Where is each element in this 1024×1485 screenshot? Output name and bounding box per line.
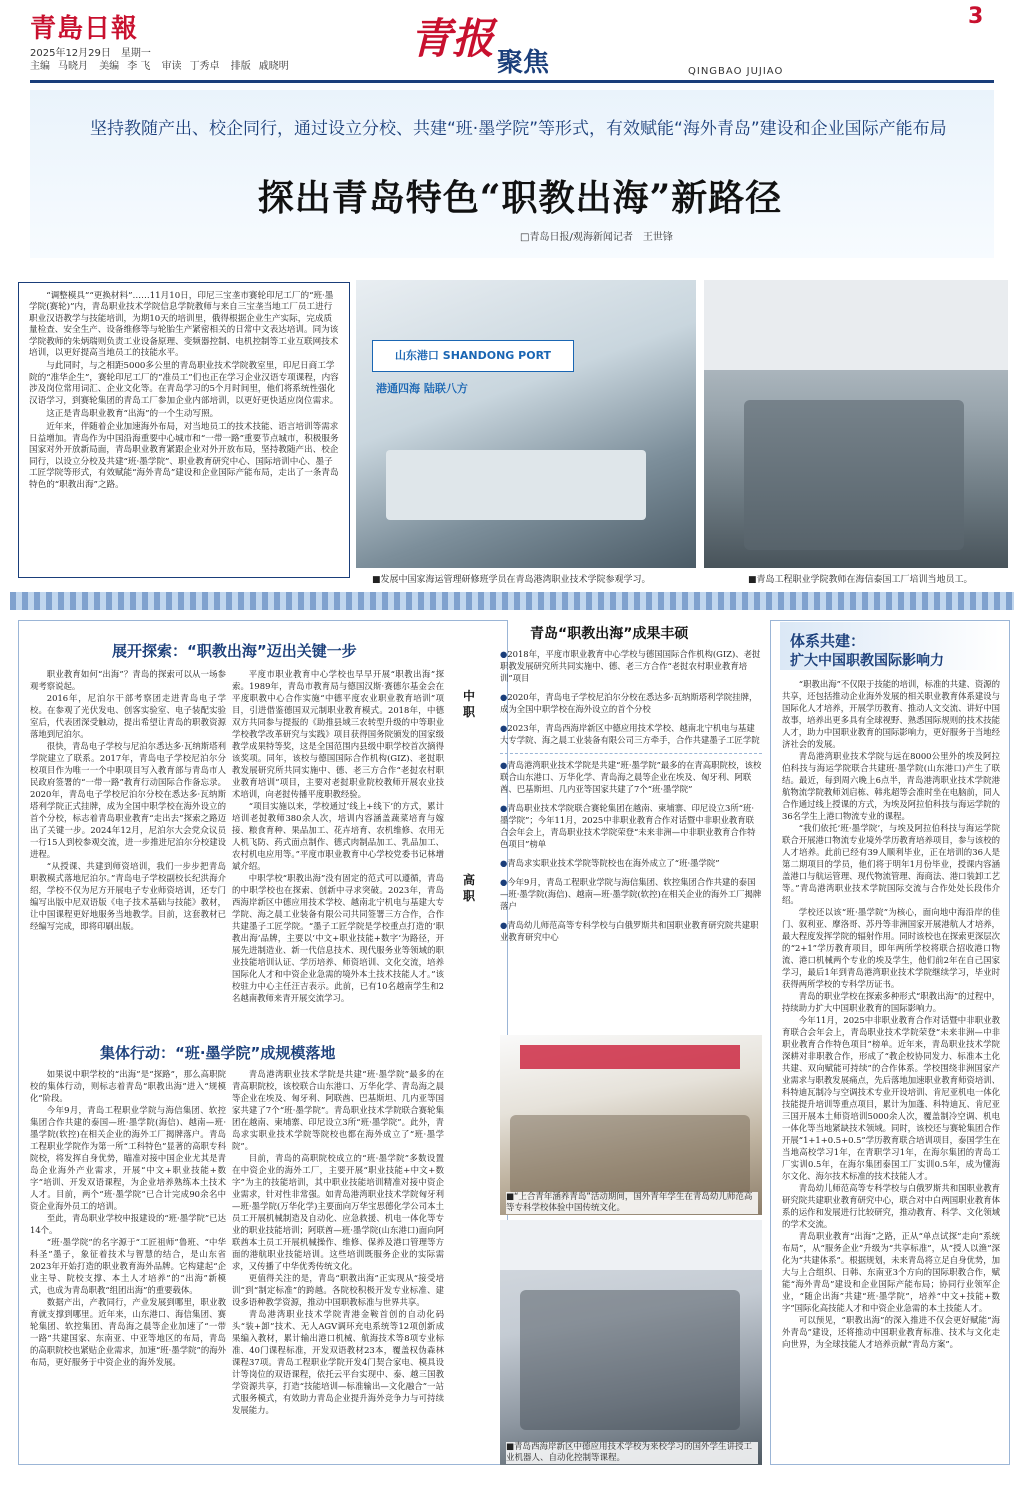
- body-paragraph: 青岛港湾职业技术学院青港金鞍首创的自动化码头“装+卸”技术、无人AGV调环充电系统等12项创新成果编入教材，累计输出港口机械、航海技术等8项专业标准、40门课程标准，开发双语教材23本，覆盖权伪森林课程37项。青岛工程职业学院开发4门契合家电、模具设计等岗位的双语课程，依托云平台实现中、泰、越三国教学资源共享，打造“技能培训—标准输出—文化融合”一站式服务模式，有效助力青岛企业提升海外竞争力与可持续发展能力。: [232, 1309, 444, 1415]
- level-secondary: 中职: [463, 689, 476, 719]
- body-paragraph: 职业教育如何“出海”？青岛的探索可以从一场参观考察说起。: [30, 669, 226, 691]
- system-body: [782, 678, 1000, 1350]
- header-rule: [30, 80, 994, 83]
- students-group: [520, 1290, 740, 1430]
- layout-name: 戚晓明: [258, 61, 289, 72]
- body-paragraph: 数据产出，产教同行，产业发展到哪里，职业教育就支撑到哪里。近年来，山东港口、海信集团、赛轮集团、软控集团、青岛海之晨等企业加速了“一带一路”共建国家、东南亚、中亚等地区的布局，青岛的高职院校也紧贴企业需求，加速“班·墨学院”的海外布局，更好服务于中资企业的海外发展。: [30, 1297, 226, 1367]
- section-pinyin: QINGBAO JUJIAO: [688, 66, 784, 77]
- body-paragraph: 青岛职业教育“出海”之路，正从“单点试探”走向“系统布局”，从“服务企业”升级为“共享标准”，从“授人以渔”深化为“共建体系”。根据规划，未来青岛将立足自身优势，加大与上合组织、日韩、东南亚3个方向的国际职教合作，赋能“海外青岛”建设和企业国际产能布局；协同行业领军企业，“随企出海”共建“班·墨学院”，培养“中文+技能+数字”国际化高技能人才和中资企业急需的本土技能人才。: [782, 1231, 1000, 1313]
- body-paragraph: 青岛港湾职业技术学院与远在8000公里外的埃及阿拉伯科技与海运学院联合共建班·墨学院(山东港口)产生了联结。最近，每到周六晚上6点半，青岛港湾职业技术学院港航物流学院教师刘启栋、韩兆超等会准时坐在电脑前，同人合作通过线上授课的方式，为埃及阿拉伯科技与海运学院的36名学生上港口物流专业的课程。: [782, 751, 1000, 821]
- body-paragraph: 青岛港湾职业技术学院是共建“班·墨学院”最多的在青高职院校，该校联合山东港口、万华化学、青岛海之晨等企业在埃及、匈牙利、阿联酋、巴基斯坦、几内亚等国家共建了7个“班·墨学院”。青岛职业技术学院联合赛轮集团在越南、柬埔寨、印尼设立3所“班·墨学院”。此外，青岛求实职业技术学院等院校也都在海外成立了“班·墨学院”。: [232, 1069, 444, 1151]
- body-paragraph: 如果说中职学校的“出海”是“探路”，那么高职院校的集体行动，则标志着青岛“职教出海”进入“规模化”阶段。: [30, 1069, 226, 1103]
- lead-paragraph: 这正是青岛职业教育“出海”的一个生动写照。: [46, 409, 219, 420]
- photo-sign-slogan: 港通四海 陆联八方: [376, 382, 468, 395]
- system-title-2: 扩大中国职教国际影响力: [790, 653, 944, 669]
- staff-line: [30, 60, 297, 73]
- level-higher: 高职: [463, 873, 476, 903]
- body-paragraph: “从授课、共建到师资培训，我们一步步把青岛职教模式落地尼泊尔。”青岛电子学校副校长纪洪海介绍，学校不仅为尼方开展电子专业师资培训，还专门编写出版中尼双语版《电子技术基础与技能》教材，让中国课程更好地服务当地教学。目前，这套教材已经编写完成，即将印刷出版。: [30, 861, 226, 931]
- body-paragraph: 学校还以该“班·墨学院”为核心，面向地中海沿岸的佳门、叙利亚、摩洛哥、苏丹等非洲国家开展港航人才培养，最大程度发挥学院的辐射作用。同时该校也在探索更深层次的“2+1”学历教育项目，即年两所学校将联合招收港口物流、港口机械两个专业的埃及学生，他们前2年在自己国家学习，最后1年到青岛港湾职业技术学院继续学习，毕业时获得两所学校的专科学历证书。: [782, 907, 1000, 989]
- article-byline: □青岛日报/观海新闻记者 王世锋: [520, 232, 673, 243]
- editor-name: 马晓月: [58, 61, 88, 72]
- newspaper-logo: 青島日報: [30, 14, 139, 44]
- reviewer-label: 审读: [161, 61, 182, 72]
- body-paragraph: 2016年，尼泊尔干部考察团走进青岛电子学校。在参观了光伏发电、创客实验室、电子装配实验室后，代表团深受触动，提出希望让青岛的职教资源落地到尼泊尔。: [30, 693, 226, 739]
- achievement-item: ●青岛职业技术学院联合赛轮集团在越南、柬埔寨、印尼设立3所“班·墨学院”；今年11月，2025中非职业教育合作对话暨中非职业教育联合会年会上，青岛职业技术学院荣登“未来非洲—中非职业教育合作特色项目”榜单: [500, 803, 756, 849]
- achievement-item: ●今年9月，青岛工程职业学院与海信集团、软控集团合作共建的泰国—班·墨学院(海信)、越南—班·墨学院(软控)在相关企业的海外工厂揭牌落户: [500, 877, 762, 911]
- issue-meta: [30, 47, 297, 73]
- photo-robot-lab: [500, 1220, 762, 1465]
- artist-name: 李 飞: [127, 61, 151, 72]
- body-paragraph: “我们依托‘班·墨学院’，与埃及阿拉伯科技与海运学院联合开展港口物流专业境外学历教育培养项目，参与该校的人才培养。此前已经有39人顺利毕业，正在培训的36人是第二期项目的学员，他们将于明年1月份毕业，授课内容涵盖港口与航运管理、现代物流管理、海商法、港口装卸工艺等。”青岛港湾职业技术学院国际交流与合作处处长段伟介绍。: [782, 823, 1000, 905]
- page-number: 3: [968, 4, 984, 29]
- section-brand: 青报: [410, 14, 495, 63]
- achievement-item: ●2018年，平度市职业教育中心学校与德国国际合作机构(GIZ)、老挝职教发展研究所共同实施中、德、老三方合作“老挝农村职业教育培训”项目: [500, 649, 761, 683]
- body-paragraph: 平度市职业教育中心学校也早早开展“职教出海”探索。1989年，青岛市教育局与德国汉斯·赛德尔基金会在平度职教中心合作实施“中德平度农业职业教育培训”项目，引进借鉴德国双元制职业教育模式。2018年，中德双方共同参与提报的《助推县域三农转型升级的中等职业学校教学改革研究与实践》项目获得国务院颁发的国家级教学成果特等奖，这是全国范围内县级中职学校首次摘得该奖项。同年，该校与德国国际合作机构(GIZ)、老挝职教发展研究所共同实施中、德、老三方合作“老挝农村职业教育培训”项目，主要对老挝职业院校教师开展农业技术培训，向老挝传播平度职教经验。: [232, 669, 444, 799]
- explore-col2: [232, 668, 444, 1004]
- artist-label: 美编: [99, 61, 120, 72]
- reviewer-name: 丁秀卓: [189, 61, 220, 72]
- achievement-item: ●青岛港湾职业技术学院是共建“班·墨学院”最多的在青高职院校，该校联合山东港口、万华化学、青岛海之晨等企业在埃及、匈牙利、阿联酋、巴基斯坦、几内亚等国家共建了7个“班·墨学院”: [500, 753, 762, 795]
- explore-title: 展开探索：“职教出海”迈出关键一步: [112, 642, 357, 660]
- achievements-title: 青岛“职教出海”成果丰硕: [530, 626, 689, 642]
- port-model: [386, 450, 646, 520]
- lead-paragraph: “调整模具”“更换材料”……11月10日，印尼三宝垄市赛轮印尼工厂的“班·墨学院(赛轮)”内，青岛职业技术学院信息学院教师与来自三宝垄当地工厂员工进行职业汉语教学与技能培训，为期10天的培训里，俄得根据企业生产实际，完成质量检查、安全生产、设备维修等与轮胎生产紧密相关的日常中文表达培训。同为该学院教师的朱炳瑞则负责工业设备原理、变频器控制、电机控制等工业互联网技术培训，以更好提高当地员工的技能水平。: [29, 291, 339, 359]
- wave-divider: [10, 592, 1014, 610]
- photo-port-visit: [356, 280, 696, 568]
- achievement-item: ●青岛求实职业技术学院等院校也在海外成立了“班·墨学院”: [500, 858, 720, 868]
- achievement-item: ●2020年，青岛电子学校尼泊尔分校在悉达多·瓦纳斯塔利学院挂牌，成为全国中职学校在海外设立的首个分校: [500, 692, 758, 714]
- photo-factory-training: [704, 280, 1008, 568]
- action-title: 集体行动：“班·墨学院”成规模落地: [100, 1044, 336, 1062]
- lead-paragraph: 与此同时，与之相距5000多公里的青岛职业技术学院教室里，印尼日商工学院的“准华企生”，赛轮印尼工厂的“准员工”们也正在学习企业汉语专项课程，内容涉及岗位常用词汇、企业文化等。在青岛学习的5个月时间里，他们将系统性强化汉语学习，到赛轮集团的青岛工厂参加企业内部培训，以更好更快适应岗位需求。: [29, 361, 339, 406]
- students-group: [510, 1115, 750, 1195]
- body-paragraph: 今年11月，2025中非职业教育合作对话暨中非职业教育联合会年会上，青岛职业技术学院荣登“未来非洲—中非职业教育合作特色项目”榜单。近年来，青岛职业技术学院深耕对非职教合作，形成了“教企校协同发力、标准本土化共建、双向赋能可持续”的合作体系。学校围绕非洲国家产业需求与职教发展痛点，先后落地加速职业教育师资培训、科特迪瓦制冷与空调技术专业开设培训、肯尼亚机电一体化技能提升培训等重点项目，累计为加蓬、科特迪瓦、肯尼亚三国开展本土师资培训5000余人次，覆盖制冷空调、机电一体化等当地紧缺技术领域。同时，该校还与赛轮集团合作开展“1+1+0.5+0.5”学历教育联合培训项目，泰国学生在当地高校学习1年，在青职学习1年，在海尔集团的青岛工厂实训0.5年，在海尔集团泰国工厂实训0.5年，成为懂海尔文化、海尔技术标准的技术技能人才。: [782, 1015, 1000, 1181]
- body-paragraph: 更值得关注的是，青岛“职教出海”正实现从“接受培训”到“制定标准”的跨越。各院校积极开发专业标准、建设多语种教学资源，推动中国职教标准与世界共享。: [232, 1273, 444, 1307]
- body-paragraph: “职教出海”不仅限于技能的培训，标准的共建、资源的共享，还包括推动企业海外发展的相关职业教育体系建设与国际化人才培养，开展学历教育、推动人文交流、讲好中国故事，培养出更多具有全球视野、熟悉国际规则的技术技能人才，助力中国职业教育的国际影响力，更好服务于当地经济社会的发展。: [782, 679, 1000, 749]
- achievements-list: [500, 648, 762, 950]
- achievement-item: ●青岛幼儿师范高等专科学校与白俄罗斯共和国职业教育研究院共建职业教育研究中心: [500, 920, 759, 942]
- date-line: 2025年12月29日 星期一: [30, 48, 151, 59]
- article-subhead: 坚持教随产出、校企同行，通过设立分校、共建“班·墨学院”等形式，有效赋能“海外青岛”建设和企业国际产能布局: [90, 119, 947, 139]
- body-paragraph: 青岛幼儿师范高等专科学校与白俄罗斯共和国职业教育研究院共建职业教育研究中心，联合对中白两国职业教育体系的运作和发展进行比较研究，推动教育、科学、文化领域的学术交流。: [782, 1183, 1000, 1229]
- body-paragraph: “项目实施以来，学校通过‘线上+线下’的方式，累计培训老挝教师380余人次，培训内容涵盖蔬菜培育与嫁接、粮食育种、果品加工、花卉培育、农机维修、农用无人机飞防、药式面点制作、德式肉制品加工、乳品加工、农村机电应用等。”平度市职业教育中心学校党委书记林增斌介绍。: [232, 801, 444, 871]
- action-col1: [30, 1068, 226, 1368]
- achievement-item: ●2023年，青岛西海岸新区中德应用技术学校、越南北宁机电与基建大专学院、海之晨工业装备有限公司三方牵手，合作共建墨子工匠学院: [500, 723, 760, 745]
- photo4-caption: ■青岛西海岸新区中德应用技术学校为来校学习的国外学生讲授工业机器人、自动化控制等课程。: [506, 1442, 758, 1464]
- system-title-1: 体系共建：: [790, 632, 866, 650]
- editor-label: 主编: [30, 61, 50, 72]
- photo3-caption: ■“上合青年涵养青岛”活动期间，国外青年学生在青岛幼儿师范高等专科学校体验中国传统文化。: [506, 1192, 758, 1214]
- body-paragraph: “班·墨学院”的名字源于“工匠祖师”鲁班、“中华科圣”墨子，象征着技术与智慧的结合，是山东省2023年开始打造的职业教育海外品牌。它构建起“企业主导、院校支撑、本土人才培养”的“出海”新模式，也成为青岛职教“组团出海”的重要载体。: [30, 1237, 226, 1295]
- photo1-caption: ■发展中国家海运管理研修班学员在青岛港湾职业技术学院参观学习。: [372, 575, 651, 585]
- body-paragraph: 可以预见，“职教出海”的深入推进不仅会更好赋能“海外青岛”建设，还将推动中国职业教育标准、技术与文化走向世界，为全球技能人才培养贡献“青岛方案”。: [782, 1315, 1000, 1349]
- layout-label: 排版: [230, 61, 251, 72]
- body-paragraph: 青岛的职业学校在探索多种形式“职教出海”的过程中，持续助力扩大中国职业教育的国际影响力。: [782, 991, 1000, 1013]
- photo2-caption: ■青岛工程职业学院教师在海信泰国工厂培训当地员工。: [748, 575, 973, 585]
- article-headline: 探出青岛特色“职教出海”新路径: [257, 177, 783, 219]
- body-paragraph: 很快，青岛电子学校与尼泊尔悉达多·瓦纳斯塔利学院建立了联系。2017年，青岛电子学校尼泊尔分校项目作为唯一一个中职项目写入教育部与青岛市人民政府签署的“一带一路”教育行动国际合作备忘录。2020年，青岛电子学校尼泊尔分校在悉达多·瓦纳斯塔利学院正式挂牌，成为全国中职学校在海外设立的首个分校，标志着青岛职业教育“走出去”探索之路迈出了关键一步。2024年12月，尼泊尔大会党众议员一行15人到校参观交流，进一步推进尼泊尔分校建设进程。: [30, 741, 226, 859]
- lead-paragraph: 近年来，伴随着企业加速海外布局，对当地员工的技术技能、语言培训等需求日益增加。青岛作为中国沿海重要中心城市和“一带一路”重要节点城市，积极服务国家对外开放新局面，青岛职业教育紧跟企业对外开放布局，坚持教随产出、校企同行，以设立分校及共建“班·墨学院”、职业教育研究中心、国际培训中心、墨子工匠学院等形式，有效赋能“海外青岛”建设和企业国际产能布局，走出了一条青岛特色的“职教出海”之路。: [29, 422, 339, 490]
- photo-culture-experience: [500, 1035, 762, 1215]
- banner-strip: [520, 1045, 740, 1069]
- body-paragraph: 目前，青岛的高职院校成立的“班·墨学院”多数设置在中资企业的海外工厂，主要开展“职业技能+中文+数字”为主的技能培训，其中职业技能培训精准对接中资企业需求，针对性非常强。如青岛港湾职业技术学院匈牙利—班·墨学院(万华化学)主要面向万华宝思德化学公司本土员工开展机械制造及自动化、应急救援、机电一体化等专业的职业技能培训；阿联酋—班·墨学院(山东港口)面向阿联酋本土员工开展机械操作、维修、保养及港口管理等方面的港航职业技能培训。这些培训既服务企业的实际需求，又传播了中华优秀传统文化。: [232, 1153, 444, 1271]
- body-paragraph: 中职学校“职教出海”没有固定的范式可以遵循，青岛的中职学校也在探索、创新中寻求突破。2023年，青岛西海岸新区中德应用技术学校、越南北宁机电与基建大专学院、海之晨工业装备有限公司共同签署三方合作，合作共建墨子工匠学院。“墨子工匠学院是学校重点打造的‘职教出海’品牌，主要以‘中文+职业技能+数字’为路径，开展先进制造业、新一代信息技术、现代服务业等领域的职业技能培训认证、学历培养、师资培训、文化交流，培养国际化人才和中资企业急需的境外本土技术技能人才。”该校驻力中心主任汪吉表示。此前，已有10名越南学生和2名越南教师来青开展交流学习。: [232, 873, 444, 1003]
- body-paragraph: 至此，青岛职业学校申报建设的“班·墨学院”已达14个。: [30, 1213, 226, 1235]
- explore-col1: [30, 668, 226, 932]
- photo-sign: 山东港口 SHANDONG PORT: [372, 340, 574, 372]
- action-col2: [232, 1068, 444, 1416]
- factory-ceiling: [704, 280, 1008, 370]
- body-paragraph: 今年9月，青岛工程职业学院与海信集团、软控集团合作共建的泰国—班·墨学院(海信)、越南—班·墨学院(软控)在相关企业的海外工厂揭牌落户。青岛工程职业学院作为第一所“工科特色”显著的高职专科院校，将发挥自身优势，瞄准对接中国企业尤其是青岛企业海外产业需求，开展“中文+职业技能+数字”培训、开发双语课程，为企业培养熟练本土技术人才。目前，两个“班·墨学院”已合计完成90余名中资企业海外员工的培训。: [30, 1105, 226, 1211]
- section-name: 聚焦: [497, 48, 550, 78]
- lead-box: [18, 282, 350, 578]
- lab-wall: [500, 1220, 762, 1270]
- workers-group: [744, 400, 964, 550]
